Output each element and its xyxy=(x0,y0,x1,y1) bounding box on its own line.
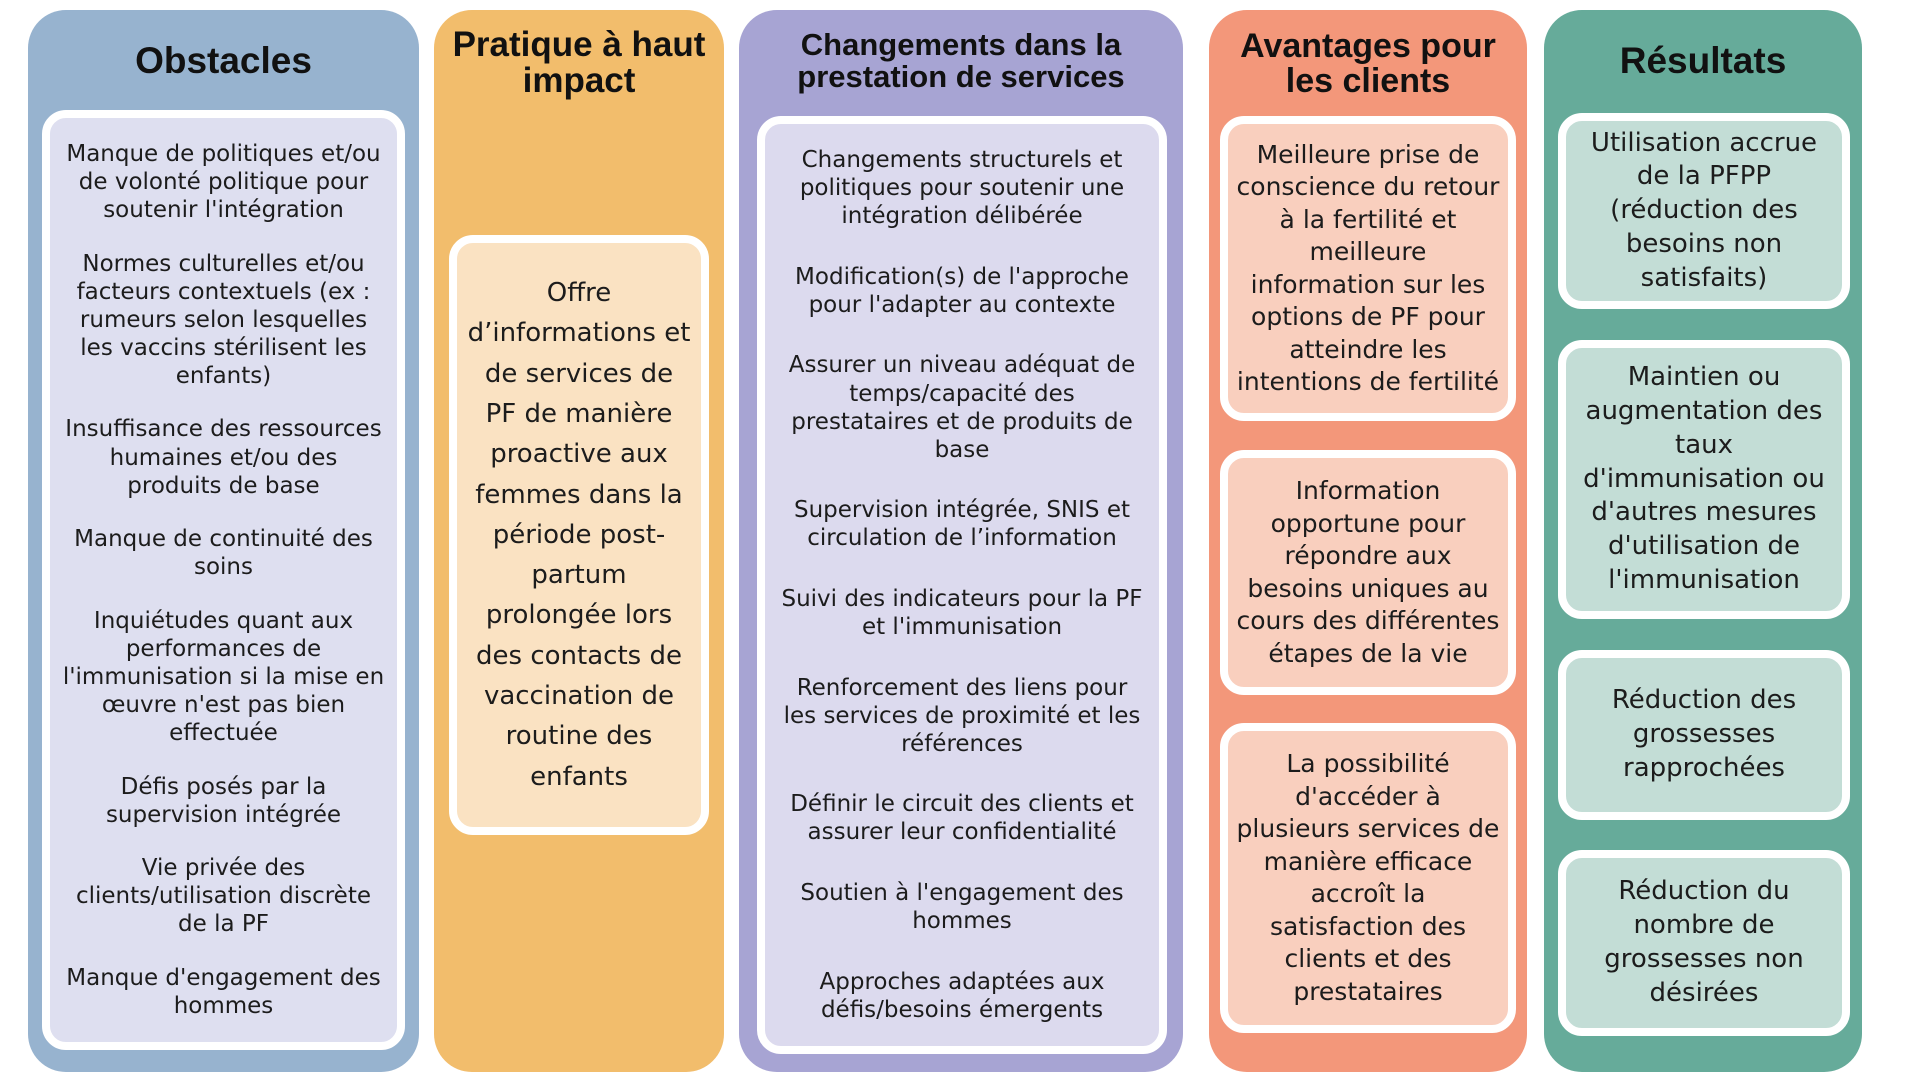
change-item: Changements structurels et politiques pour soutenir une intégration délibérée xyxy=(799,147,1125,230)
benefits-title: Avantages pour les clients xyxy=(1240,27,1496,100)
result-box xyxy=(1558,850,1850,1036)
result-box xyxy=(1558,113,1850,309)
change-item: Modification(s) de l'approche pour l'adapter au contexte xyxy=(795,263,1129,318)
obstacle-item: Manque d'engagement des hommes xyxy=(66,964,381,1019)
results-title: Résultats xyxy=(1619,40,1787,81)
change-item: Approches adaptées aux défis/besoins émergents xyxy=(819,968,1105,1023)
obstacle-item: Normes culturelles et/ou facteurs contextuels (ex : rumeurs selon lesquelles les vaccins stérilisent les enfants) xyxy=(76,250,371,389)
benefit-item: Information opportune pour répondre aux besoins uniques au cours des différentes étapes de la vie xyxy=(1236,476,1500,668)
results-column xyxy=(1544,10,1862,1072)
practice-item: Offre d’informations et de services de PF de manière proactive aux femmes dans la période post-partum prolongée lors des contacts de vaccination de routine des enfants xyxy=(467,278,691,792)
change-item: Définir le circuit des clients et assurer leur confidentialité xyxy=(790,791,1134,846)
benefit-item: La possibilité d'accéder à plusieurs services de manière efficace accroît la satisfaction des clients et des prestataires xyxy=(1236,749,1500,1006)
obstacles-column xyxy=(28,10,419,1072)
benefit-box xyxy=(1220,723,1516,1033)
change-item: Soutien à l'engagement des hommes xyxy=(800,880,1124,935)
obstacle-item: Vie privée des clients/utilisation discrète de la PF xyxy=(75,855,371,938)
result-item: Maintien ou augmentation des taux d'immunisation ou d'autres mesures d'utilisation de l'immunisation xyxy=(1583,362,1825,595)
practice-title: Pratique à haut impact xyxy=(452,25,706,100)
practice-box xyxy=(449,235,709,835)
result-item: Réduction des grossesses rapprochées xyxy=(1611,685,1797,783)
change-item: Renforcement des liens pour les services de proximité et les références xyxy=(783,674,1141,757)
obstacles-title: Obstacles xyxy=(135,40,312,81)
obstacle-item: Défis posés par la supervision intégrée xyxy=(105,773,342,828)
benefit-item: Meilleure prise de conscience du retour à la fertilité et meilleure information sur les options de PF pour atteindre les intentions de fertilité xyxy=(1236,139,1500,396)
obstacle-item: Manque de politiques et/ou de volonté politique pour soutenir l'intégration xyxy=(66,141,381,224)
practice-column xyxy=(434,10,724,1072)
obstacle-item: Insuffisance des ressources humaines et/ou des produits de base xyxy=(65,416,382,499)
obstacle-item: Manque de continuité des soins xyxy=(74,526,373,581)
result-item: Utilisation accrue de la PFPP (réduction des besoins non satisfaits) xyxy=(1590,127,1818,293)
obstacles-box xyxy=(42,110,405,1050)
benefits-column xyxy=(1209,10,1527,1072)
result-box xyxy=(1558,650,1850,820)
benefit-box xyxy=(1220,116,1516,421)
change-item: Supervision intégrée, SNIS et circulation de l’information xyxy=(794,497,1130,552)
change-item: Suivi des indicateurs pour la PF et l'immunisation xyxy=(781,585,1143,640)
changes-box xyxy=(757,116,1167,1054)
changes-title: Changements dans la prestation de services xyxy=(797,27,1125,94)
result-box xyxy=(1558,340,1850,619)
obstacle-item: Inquiétudes quant aux performances de l'immunisation si la mise en œuvre n'est pas bien effectuée xyxy=(62,607,385,746)
result-item: Réduction du nombre de grossesses non désirées xyxy=(1604,876,1804,1008)
benefit-box xyxy=(1220,450,1516,695)
change-item: Assurer un niveau adéquat de temps/capacité des prestataires et de produits de base xyxy=(788,352,1136,463)
changes-column xyxy=(739,10,1183,1072)
